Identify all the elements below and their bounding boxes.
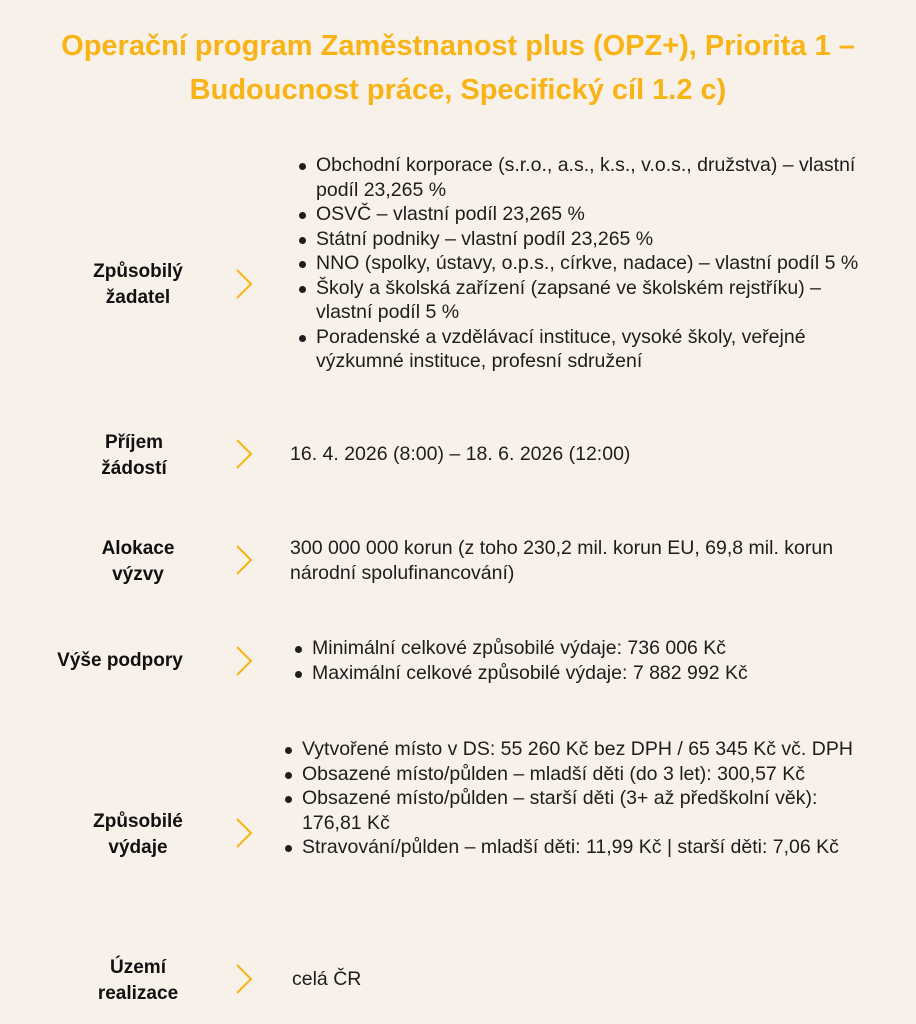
chevron-right-icon bbox=[234, 438, 254, 470]
title-line-2: Budoucnost práce, Specifický cíl 1.2 c) bbox=[189, 74, 727, 106]
label-line: Alokace bbox=[101, 538, 175, 559]
list-item: Obsazené místo/půlden – starší děti (3+ až předškolní věk): 176,81 Kč bbox=[282, 786, 862, 835]
list-item: OSVČ – vlastní podíl 23,265 % bbox=[296, 202, 876, 227]
label-line: výdaje bbox=[108, 837, 168, 858]
row-label bbox=[58, 259, 218, 311]
row-label bbox=[54, 430, 214, 482]
list-item: NNO (spolky, ústavy, o.p.s., církve, nadace) – vlastní podíl 5 % bbox=[296, 251, 876, 276]
list-item: Obsazené místo/půlden – mladší děti (do 3 let): 300,57 Kč bbox=[282, 762, 862, 787]
title-line-1: Operační program Zaměstnanost plus (OPZ+), Priorita 1 – bbox=[61, 30, 855, 62]
chevron-right-icon bbox=[234, 963, 254, 995]
chevron-right-icon bbox=[234, 268, 254, 300]
row-label bbox=[58, 955, 218, 1007]
list-item: Poradenské a vzdělávací instituce, vysoké školy, veřejné výzkumné instituce, profesní sdružení bbox=[296, 325, 876, 374]
row-label bbox=[58, 536, 218, 588]
label-line: realizace bbox=[97, 983, 179, 1004]
list-item: Obchodní korporace (s.r.o., a.s., k.s., v.o.s., družstva) – vlastní podíl 23,265 % bbox=[296, 153, 876, 202]
row-content bbox=[292, 636, 872, 685]
list-item: Maximální celkové způsobilé výdaje: 7 882 992 Kč bbox=[292, 661, 872, 686]
page-title bbox=[0, 24, 916, 112]
row-content: celá ČR bbox=[292, 968, 362, 990]
label-line: Způsobilý bbox=[93, 261, 183, 282]
label-line: žadatel bbox=[105, 287, 171, 308]
list-item: Stravování/půlden – mladší děti: 11,99 Kč | starší děti: 7,06 Kč bbox=[282, 835, 862, 860]
chevron-right-icon bbox=[234, 645, 254, 677]
label-line: žádostí bbox=[101, 458, 167, 479]
list-item: Školy a školská zařízení (zapsané ve školském rejstříku) – vlastní podíl 5 % bbox=[296, 276, 876, 325]
row-content bbox=[282, 737, 862, 860]
label-line: Příjem bbox=[104, 432, 164, 453]
row-content: 300 000 000 korun (z toho 230,2 mil. korun EU, 69,8 mil. korun národní spolufinancování) bbox=[290, 537, 834, 584]
row-label bbox=[58, 809, 218, 861]
row-content: 16. 4. 2026 (8:00) – 18. 6. 2026 (12:00) bbox=[290, 443, 631, 465]
list-item: Minimální celkové způsobilé výdaje: 736 006 Kč bbox=[292, 636, 872, 661]
chevron-right-icon bbox=[234, 544, 254, 576]
list-item: Státní podniky – vlastní podíl 23,265 % bbox=[296, 227, 876, 252]
row-content bbox=[296, 153, 876, 374]
chevron-right-icon bbox=[234, 817, 254, 849]
label-line: výzvy bbox=[112, 564, 164, 585]
label-line: Výše podpory bbox=[57, 650, 183, 671]
label-line: Území bbox=[110, 957, 166, 978]
label-line: Způsobilé bbox=[93, 811, 183, 832]
list-item: Vytvořené místo v DS: 55 260 Kč bez DPH / 65 345 Kč vč. DPH bbox=[282, 737, 862, 762]
row-label bbox=[40, 648, 200, 674]
